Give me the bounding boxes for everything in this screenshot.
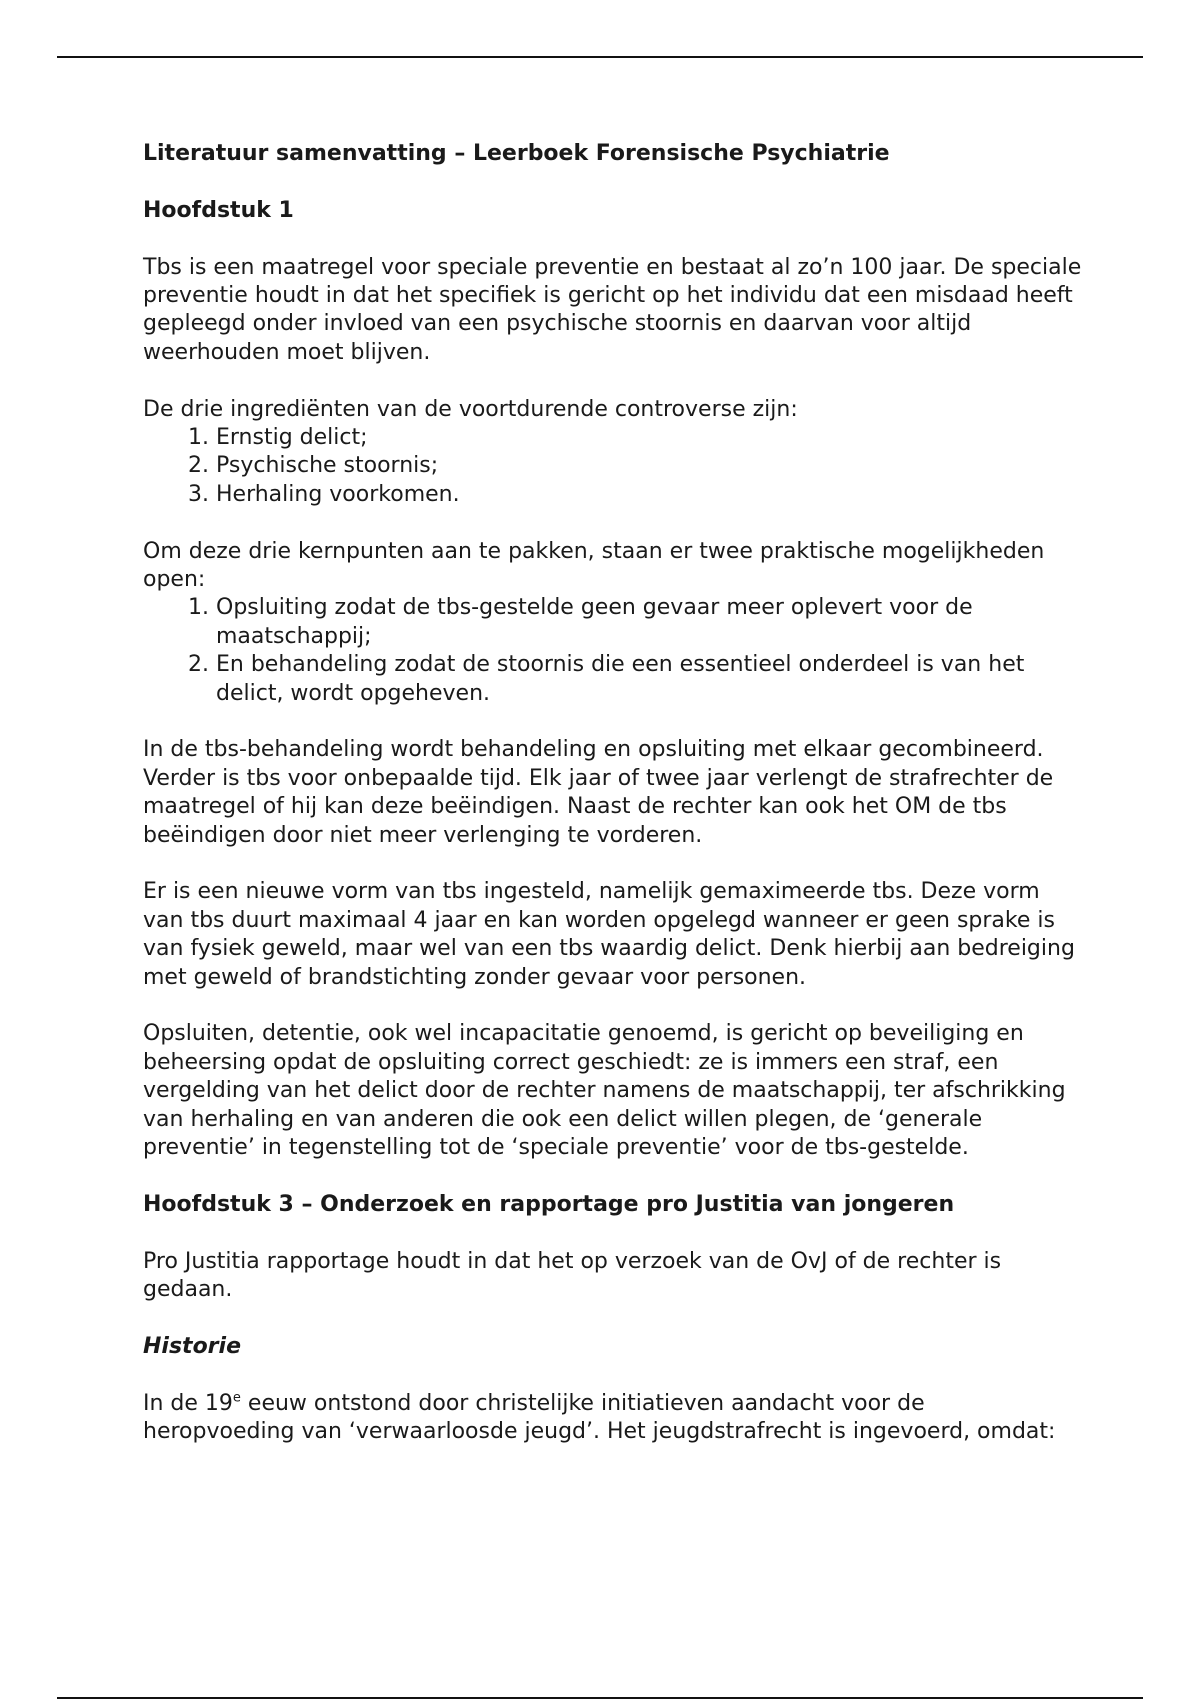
paragraph-historie [143, 1390, 1083, 1447]
list-item: 1. Ernstig delict; [216, 424, 1083, 452]
paragraph: Om deze drie kernpunten aan te pakken, staan er twee praktische mogelijkheden open: [143, 538, 1045, 593]
paragraph: Tbs is een maatregel voor speciale preventie en bestaat al zo’n 100 jaar. De speciale preventie houdt in dat het specifiek is gericht op het individu dat een misdaad heeft gepleegd onder invloed van een psychische stoornis en daarvan voor altijd weerhouden moet blijven. [143, 254, 1082, 365]
chapter-1-heading: Hoofdstuk 1 [143, 197, 294, 223]
footer-rule [57, 1697, 1143, 1699]
ordered-list-ingredients [143, 424, 1083, 509]
ordered-list-options [143, 594, 1083, 708]
list-item: 1. Opsluiting zodat de tbs-gestelde geen gevaar meer oplevert voor de maatschappij; [216, 594, 1083, 651]
list-item: 2. En behandeling zodat de stoornis die een essentieel onderdeel is van het delict, wordt opgeheven. [216, 651, 1083, 708]
document-body [143, 140, 1083, 1475]
document-title: Literatuur samenvatting – Leerboek Forensische Psychiatrie [143, 141, 890, 166]
section-heading-historie: Historie [143, 1333, 241, 1359]
paragraph: Er is een nieuwe vorm van tbs ingesteld, namelijk gemaximeerde tbs. Deze vorm van tbs duurt maximaal 4 jaar en kan worden opgelegd wanneer er geen sprake is van fysiek geweld, maar wel van een tbs waardig delict. Denk hierbij aan bedreiging met geweld of brandstichting zonder gevaar voor personen. [143, 879, 1075, 990]
chapter-3-heading: Hoofdstuk 3 – Onderzoek en rapportage pro Justitia van jongeren [143, 1191, 955, 1217]
list-item: 3. Herhaling voorkomen. [216, 481, 1083, 509]
paragraph: Opsluiten, detentie, ook wel incapacitatie genoemd, is gericht op beveiliging en beheersing opdat de opsluiting correct geschiedt: ze is immers een straf, een vergelding van het delict door de rechter namens de maatschappij, ter afschrikking van herhaling en van anderen die ook een delict willen plegen, de ‘generale preventie’ in tegenstelling tot de ‘speciale preventie’ voor de tbs-gestelde. [143, 1021, 1066, 1161]
text-span: In de 19 [143, 1390, 233, 1416]
paragraph: Pro Justitia rapportage houdt in dat het op verzoek van de OvJ of de rechter is gedaan. [143, 1248, 1002, 1303]
text-span: eeuw ontstond door christelijke initiatieven aandacht voor de heropvoeding van ‘verwaarloosde jeugd’. Het jeugdstrafrecht is ingevoerd, omdat: [143, 1390, 1056, 1445]
list-item: 2. Psychische stoornis; [216, 452, 1083, 480]
paragraph: In de tbs-behandeling wordt behandeling en opsluiting met elkaar gecombineerd. Verder is tbs voor onbepaalde tijd. Elk jaar of twee jaar verlengt de strafrechter de maatregel of hij kan deze beëindigen. Naast de rechter kan ook het OM de tbs beëindigen door niet meer verlenging te vorderen. [143, 737, 1054, 848]
paragraph: De drie ingrediënten van de voortdurende controverse zijn: [143, 396, 798, 422]
superscript: e [232, 1390, 241, 1406]
header-rule [57, 56, 1143, 58]
